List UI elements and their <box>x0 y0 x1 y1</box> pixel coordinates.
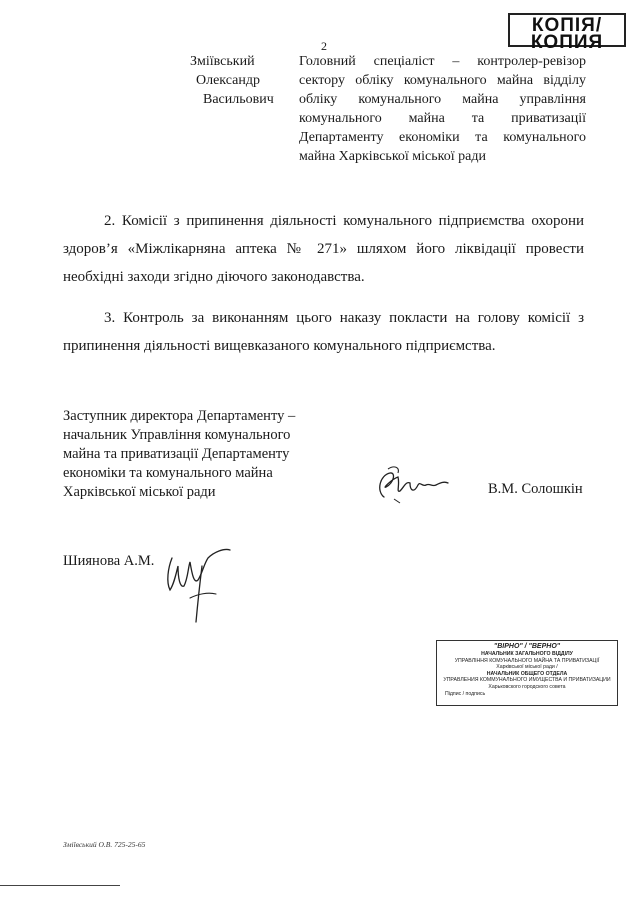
paragraph-3-line: 3. Контроль за виконанням цього наказу покласти на голову комісії з <box>104 310 584 326</box>
signatory-name: В.М. Солошкін <box>488 481 583 497</box>
verified-stamp-line: НАЧАЛЬНИК ОБЩЕГО ОТДЕЛА <box>486 670 568 677</box>
paragraph-3-line: припинення діяльності вищевказаного комунального підприємства. <box>63 338 496 354</box>
executor-name: Шиянова А.М. <box>63 553 155 569</box>
member-patronymic: Васильович <box>203 92 274 107</box>
verified-stamp-line: Харківської міської ради / <box>496 664 558 670</box>
paragraph-3 <box>63 304 584 360</box>
verified-stamp-signature-label: Підпис / подпись <box>445 691 486 697</box>
copy-stamp <box>508 13 626 53</box>
commission-member-name <box>190 52 300 109</box>
member-surname: Зміївський <box>190 54 255 69</box>
paragraph-2-line: необхідні заходи згідно діючого законодавства. <box>63 269 365 285</box>
verified-stamp-line: НАЧАЛЬНИК ЗАГАЛЬНОГО ВІДДІЛУ <box>481 651 573 657</box>
signatory-position <box>63 407 333 502</box>
handwritten-signature <box>370 461 454 505</box>
member-role-line: сектору обліку комунального майна відділу <box>299 73 586 88</box>
verified-stamp-line: Харьковского городского совета <box>488 683 566 690</box>
paragraph-2-line: 2. Комісії з припинення діяльності комунального підприємства охорони <box>104 213 584 229</box>
executor-signature <box>150 538 240 628</box>
member-role-line: майна Харківської міської ради <box>299 149 486 164</box>
verified-stamp-line: УПРАВЛІННЯ КОМУНАЛЬНОГО МАЙНА ТА ПРИВАТИЗАЦІЇ <box>454 657 600 664</box>
signatory-position-line: майна та приватизації Департаменту <box>63 446 290 462</box>
page-number: 2 <box>321 39 327 53</box>
verified-stamp-line: УПРАВЛЕНИЯ КОММУНАЛЬНОГО ИМУЩЕСТВА И ПРИВАТИЗАЦИИ <box>443 677 611 683</box>
footnote-divider <box>0 885 120 886</box>
copy-stamp-line-2: КОПИЯ <box>530 32 604 53</box>
verified-copy-stamp <box>436 640 618 706</box>
member-role-line: комунального майна та приватизації <box>299 111 586 126</box>
signatory-position-line: Заступник директора Департаменту – <box>63 408 296 424</box>
paragraph-2 <box>63 207 584 291</box>
signatory-position-line: економіки та комунального майна <box>63 465 273 481</box>
paragraph-2-line: здоров’я «Міжлікарняна аптека № 271» шляхом його ліквідації провести <box>63 241 584 257</box>
verified-stamp-title: "ВІРНО" / "ВЕРНО" <box>493 643 561 650</box>
member-first-name: Олександр <box>196 73 260 88</box>
member-role-line: Головний спеціаліст – контролер-ревізор <box>299 54 586 69</box>
signatory-position-line: начальник Управління комунального <box>63 427 291 443</box>
signatory-position-line: Харківської міської ради <box>63 484 216 500</box>
member-role-line: обліку комунального майна управління <box>299 92 586 107</box>
member-role-line: Департаменту економіки та комунального <box>299 130 586 145</box>
copy-stamp-line-1: КОПІЯ/ <box>531 15 603 36</box>
commission-member-role <box>299 52 586 166</box>
executor-contact: Зміївський О.В. 725-25-65 <box>63 840 146 849</box>
